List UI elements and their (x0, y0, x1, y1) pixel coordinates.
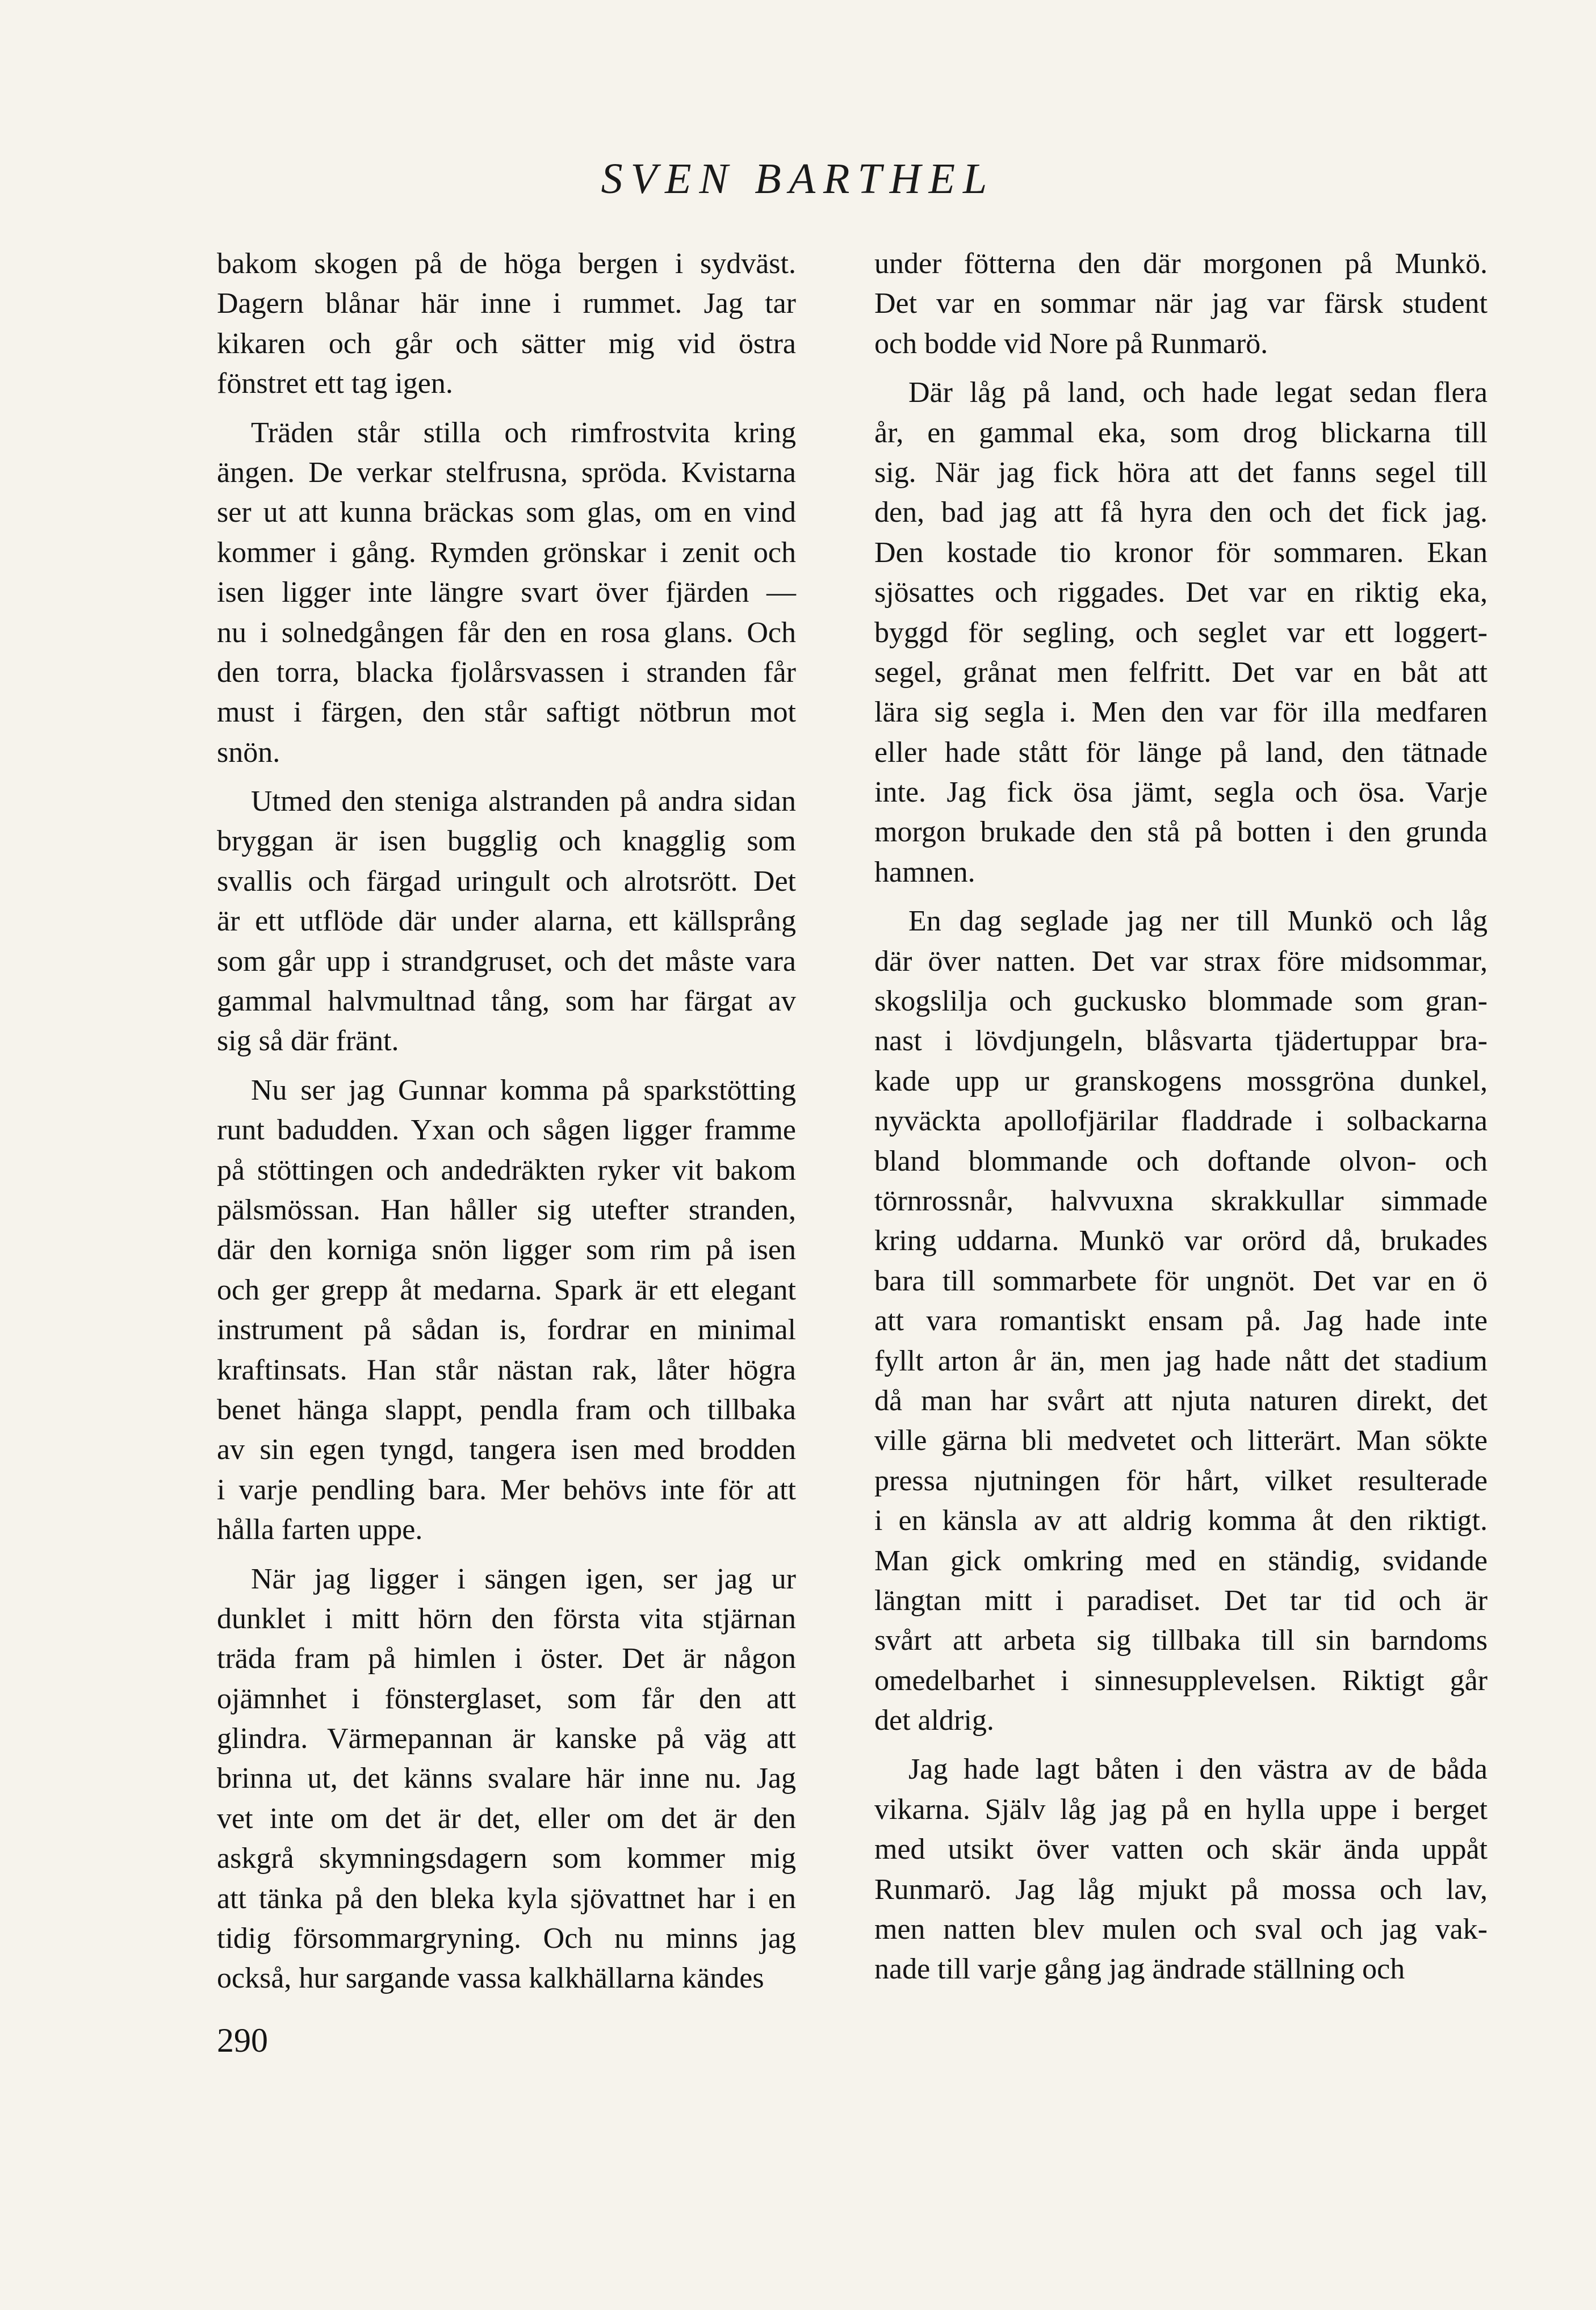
text-line: kraftinsats. Han står nästan rak, låter högra (217, 1353, 796, 1386)
text-line: Man gick omkring med en ständig, svidande (874, 1544, 1488, 1577)
text-line: sjösattes och riggades. Det var en riktig eka, (874, 576, 1488, 609)
text-line: sig. När jag fick höra att det fanns segel till (874, 456, 1488, 489)
text-line: Det var en sommar när jag var färsk student (874, 287, 1488, 320)
text-line: brinna ut, det känns svalare här inne nu. Jag (217, 1762, 796, 1795)
paragraph-gap (874, 892, 1488, 902)
text-line: inte. Jag fick ösa jämt, segla och ösa. Varje (874, 776, 1488, 809)
text-line: är ett utflöde där under alarna, ett källsprång (217, 905, 796, 938)
text-line: glindra. Värmepannan är kanske på väg att (217, 1722, 796, 1755)
text-line: dunklet i mitt hörn den första vita stjärnan (217, 1602, 796, 1635)
text-line: av sin egen tyngd, tangera isen med brodden (217, 1433, 796, 1466)
text-line: svallis och färgad uringult och alrotsrött. Det (217, 865, 796, 898)
text-line: ville gärna bli medvetet och litterärt. Man sökte (874, 1424, 1488, 1457)
text-line: morgon brukade den stå på botten i den grunda (874, 816, 1488, 849)
text-line: byggd för segling, och seglet var ett loggert- (874, 616, 1488, 649)
text-line: lära sig segla i. Men den var för illa medfaren (874, 696, 1488, 729)
text-line: Träden står stilla och rimfrostvita kring (251, 416, 796, 449)
text-line: svårt att arbeta sig tillbaka till sin barndoms (874, 1624, 1488, 1657)
text-line: bryggan är isen bugglig och knagglig som (217, 825, 796, 858)
text-line: och bodde vid Nore på Runmarö. (874, 327, 1268, 360)
text-line: gammal halvmultnad tång, som har färgat av (217, 985, 796, 1018)
text-line: must i färgen, den står saftigt nötbrun mot (217, 696, 796, 729)
text-line: det aldrig. (874, 1704, 994, 1737)
text-line: runt badudden. Yxan och sågen ligger framme (217, 1114, 796, 1147)
text-line: nade till varje gång jag ändrade ställning och (874, 1953, 1405, 1986)
text-line: att vara romantiskt ensam på. Jag hade inte (874, 1305, 1488, 1338)
text-line: som går upp i strandgruset, och det måste vara (217, 945, 796, 978)
text-line: snön. (217, 736, 280, 769)
text-line: När jag ligger i sängen igen, ser jag ur (251, 1562, 796, 1595)
text-line: längtan mitt i paradiset. Det tar tid och är (874, 1584, 1488, 1617)
text-line: nast i lövdjungeln, blåsvarta tjädertuppar bra- (874, 1025, 1488, 1058)
text-line: törnrossnår, halvvuxna skrakkullar simmade (874, 1184, 1488, 1217)
text-line: eller hade stått för länge på land, den tätnade (874, 736, 1488, 769)
text-line: isen ligger inte längre svart över fjärden — (217, 576, 796, 609)
text-line: på stöttingen och andedräkten ryker vit bakom (217, 1154, 796, 1187)
text-line: fönstret ett tag igen. (217, 367, 453, 400)
text-line: i varje pendling bara. Mer behövs inte för att (217, 1473, 796, 1506)
text-line: den torra, blacka fjolårsvassen i stranden får (217, 656, 796, 689)
text-line: kikaren och går och sätter mig vid östra (217, 327, 796, 360)
text-line: nyväckta apollofjärilar fladdrade i solbackarna (874, 1105, 1488, 1138)
text-line: den, bad jag att få hyra den och det fick jag. (874, 496, 1488, 529)
text-line: tidig försommargryning. Och nu minns jag (217, 1922, 796, 1955)
text-line: år, en gammal eka, som drog blickarna till (874, 416, 1488, 449)
text-line: Nu ser jag Gunnar komma på sparkstötting (251, 1074, 796, 1106)
page-number: 290 (217, 2022, 268, 2059)
text-line: ser ut att kunna bräckas som glas, om en vind (217, 496, 796, 529)
text-line: Jag hade lagt båten i den västra av de båda (908, 1753, 1488, 1786)
text-line: i en känsla av att aldrig komma åt den riktigt. (874, 1504, 1488, 1537)
paragraph-gap (217, 773, 796, 782)
left-text-column (217, 244, 796, 1999)
running-header-author: SVEN BARTHEL (601, 155, 995, 203)
text-line: nu i solnedgången får den en rosa glans. Och (217, 616, 796, 649)
text-line: omedelbarhet i sinnesupplevelsen. Riktigt går (874, 1664, 1488, 1697)
text-line: hålla farten uppe. (217, 1514, 423, 1546)
text-line: hamnen. (874, 856, 975, 888)
text-line: kring uddarna. Munkö var orörd då, brukades (874, 1225, 1488, 1257)
text-line: Utmed den steniga alstranden på andra sidan (251, 785, 796, 818)
text-line: pressa njutningen för hårt, vilket resulterade (874, 1464, 1488, 1497)
text-line: askgrå skymningsdagern som kommer mig (217, 1842, 796, 1875)
text-line: bara till sommarbete för ungnöt. Det var en ö (874, 1264, 1488, 1297)
text-line: kade upp ur granskogens mossgröna dunkel, (874, 1064, 1488, 1097)
text-line: där över natten. Det var strax före midsommar, (874, 945, 1488, 978)
text-line: skogslilja och guckusko blommade som gran- (874, 985, 1488, 1018)
text-line: Den kostade tio kronor för sommaren. Ekan (874, 536, 1488, 569)
text-line: bland blommande och doftande olvon- och (874, 1144, 1488, 1177)
text-line: benet hänga slappt, pendla fram och tillbaka (217, 1393, 796, 1426)
paragraph-gap (217, 1550, 796, 1559)
text-line: Där låg på land, och hade legat sedan flera (908, 376, 1488, 409)
text-line: sig så där fränt. (217, 1025, 399, 1058)
text-line: pälsmössan. Han håller sig utefter stranden, (217, 1193, 796, 1226)
paragraph-gap (217, 1062, 796, 1071)
text-line: men natten blev mulen och sval och jag vak- (874, 1913, 1488, 1946)
text-line: att tänka på den bleka kyla sjövattnet har i en (217, 1882, 796, 1915)
text-line: vet inte om det är det, eller om det är den (217, 1802, 796, 1835)
text-line: då man har svårt att njuta naturen direkt, det (874, 1384, 1488, 1417)
paragraph-gap (217, 404, 796, 413)
text-line: Runmarö. Jag låg mjukt på mossa och lav, (874, 1873, 1488, 1906)
text-line: träda fram på himlen i öster. Det är någon (217, 1642, 796, 1675)
right-text-column (874, 244, 1488, 1990)
text-line: med utsikt över vatten och skär ända uppåt (874, 1833, 1488, 1866)
text-line: instrument på sådan is, fordrar en minimal (217, 1314, 796, 1347)
text-line: vikarna. Själv låg jag på en hylla uppe i berget (874, 1793, 1488, 1826)
text-line: under fötterna den där morgonen på Munkö. (874, 248, 1488, 280)
text-line: fyllt arton år än, men jag hade nått det stadium (874, 1344, 1488, 1377)
text-line: Dagern blånar här inne i rummet. Jag tar (217, 287, 796, 320)
text-line: ojämnhet i fönsterglaset, som får den att (217, 1682, 796, 1715)
text-line: segel, grånat men felfritt. Det var en båt att (874, 656, 1488, 689)
paragraph-gap (874, 364, 1488, 373)
text-line: ängen. De verkar stelfrusna, spröda. Kvistarna (217, 456, 796, 489)
text-line: bakom skogen på de höga bergen i sydväst. (217, 248, 796, 280)
paragraph-gap (874, 1741, 1488, 1750)
text-line: där den korniga snön ligger som rim på isen (217, 1234, 796, 1267)
text-line: kommer i gång. Rymden grönskar i zenit och (217, 536, 796, 569)
text-line: En dag seglade jag ner till Munkö och låg (908, 905, 1488, 938)
text-line: och ger grepp åt medarna. Spark är ett elegant (217, 1273, 796, 1306)
text-line: också, hur sargande vassa kalkhällarna kändes (217, 1962, 764, 1995)
